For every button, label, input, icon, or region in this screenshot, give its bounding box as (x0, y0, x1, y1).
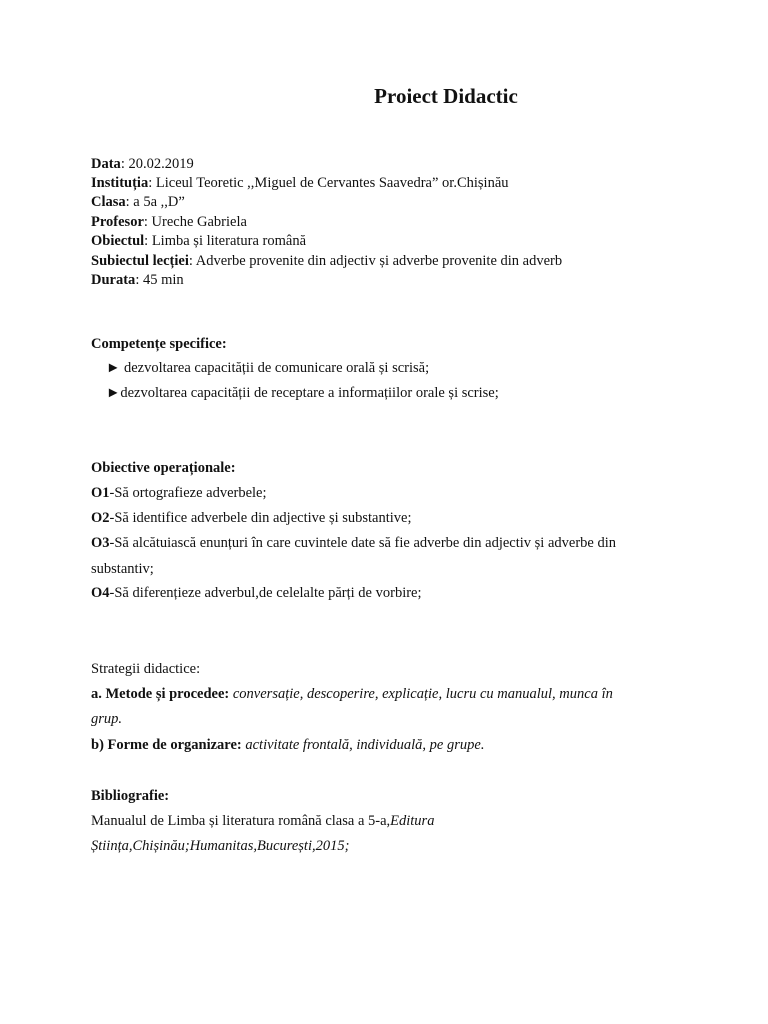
forme-text: activitate frontală, individuală, pe grupe. (241, 737, 485, 753)
competente-heading: Competențe specifice: (91, 336, 227, 352)
info-obiectul (91, 232, 306, 251)
info-subiectul (91, 252, 562, 271)
subiectul-label: Subiectul lecției (91, 253, 189, 269)
strategii-metode (91, 685, 613, 704)
bibliografie-text: Manualul de Limba și literatura română clasa a 5-a, (91, 813, 391, 829)
obiectiv-o3 (91, 534, 616, 553)
info-durata (91, 271, 184, 290)
obiectiv-text: -Să alcătuiască enunțuri în care cuvintele date să fie adverbe din adjectiv și adverbe din (109, 535, 616, 551)
obiectiv-code: O3 (91, 535, 110, 551)
profesor-value: : Ureche Gabriela (143, 214, 247, 230)
obiectul-label: Obiectul (91, 233, 145, 249)
obiectiv-code: O4 (91, 585, 110, 601)
obiectiv-text: -Să identifice adverbele din adjective și substantive; (109, 510, 412, 526)
subiectul-value: : Adverbe provenite din adjectiv și adverbe provenite din adverb (188, 253, 563, 269)
obiectiv-code: O1 (91, 485, 110, 501)
bibliografie-heading: Bibliografie: (91, 788, 170, 804)
profesor-label: Profesor (91, 214, 144, 230)
obiectiv-o2 (91, 509, 412, 528)
document-title: Proiect Didactic (374, 84, 518, 108)
obiectiv-o1 (91, 484, 267, 503)
strategii-heading: Strategii didactice: (91, 661, 201, 677)
strategii-forme (91, 736, 484, 755)
institutia-value: : Liceul Teoretic ,,Miguel de Cervantes Saavedra” or.Chișinău (148, 175, 509, 191)
info-clasa (91, 193, 185, 212)
forme-label: b) Forme de organizare: (91, 737, 242, 753)
bibliografie-italic: Editura (390, 813, 435, 829)
bibliografie-line-1 (91, 812, 434, 831)
obiectiv-o3-continued: substantiv; (91, 561, 154, 577)
durata-label: Durata (91, 272, 136, 288)
metode-label: a. Metode și procedee: (91, 686, 230, 702)
metode-text: conversație, descoperire, explicație, lucru cu manualul, munca în (229, 686, 613, 702)
obiectiv-code: O2 (91, 510, 110, 526)
competente-item: ►dezvoltarea capacității de receptare a informațiilor orale și scrise; (106, 385, 499, 401)
bibliografie-line-2: Știința,Chișinău;Humanitas,București,2015; (91, 838, 350, 854)
competente-item: ► dezvoltarea capacității de comunicare orală și scrisă; (106, 360, 430, 376)
obiectiv-text: -Să diferențieze adverbul,de celelalte părți de vorbire; (109, 585, 422, 601)
data-value: : 20.02.2019 (120, 156, 194, 172)
info-institutia (91, 174, 509, 193)
info-profesor (91, 213, 247, 232)
strategii-metode-continued: grup. (91, 711, 123, 727)
obiectiv-o4 (91, 584, 422, 603)
clasa-label: Clasa (91, 194, 126, 210)
obiectul-value: : Limba și literatura română (144, 233, 307, 249)
obiectiv-text: -Să ortografieze adverbele; (109, 485, 267, 501)
durata-value: : 45 min (135, 272, 184, 288)
data-label: Data (91, 156, 121, 172)
obiective-heading: Obiective operaționale: (91, 460, 236, 476)
clasa-value: : a 5a ,,D” (125, 194, 185, 210)
institutia-label: Instituția (91, 175, 149, 191)
info-data (91, 155, 194, 174)
